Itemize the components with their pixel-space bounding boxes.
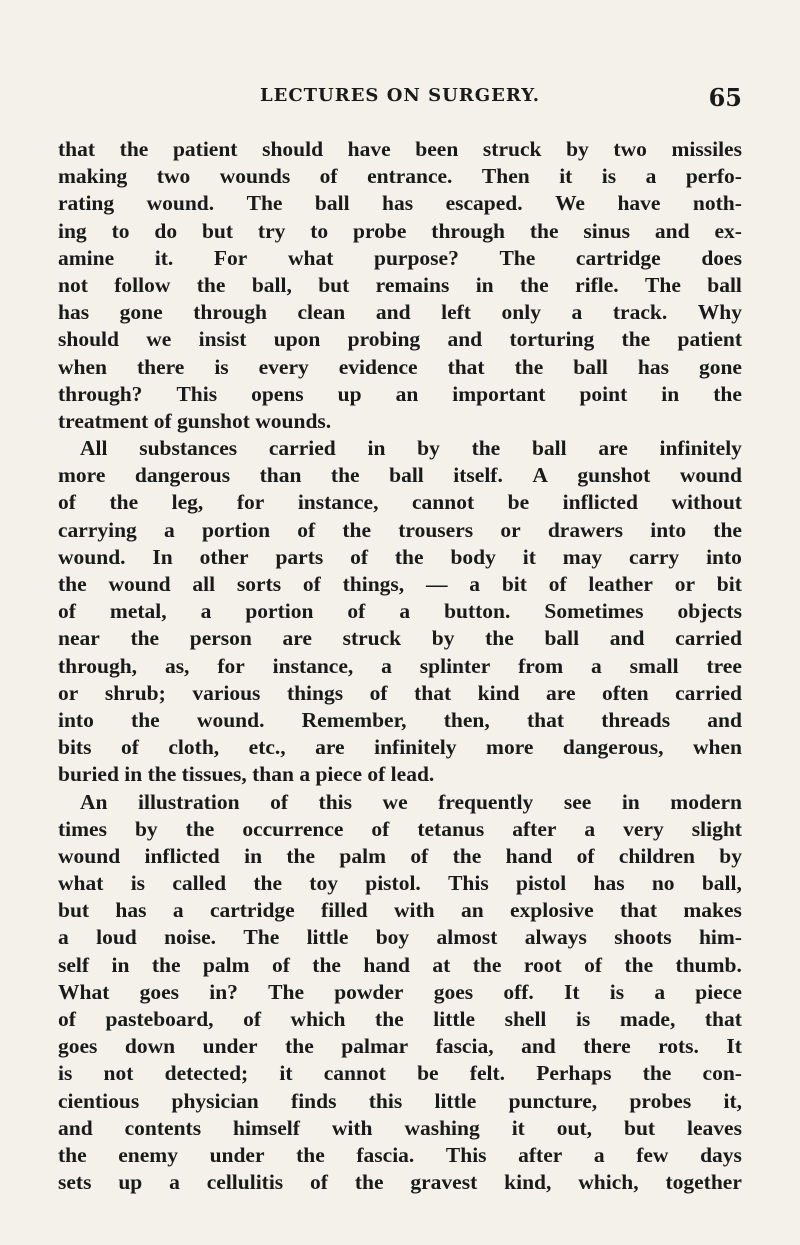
text-line: what is called the toy pistol. This pistol has no ball, — [58, 871, 742, 896]
text-line: or shrub; various things of that kind are often carried — [58, 680, 742, 705]
text-line: and contents himself with washing it out, but leaves — [58, 1115, 742, 1140]
text-line: treatment of gunshot wounds. — [58, 408, 332, 433]
text-line: wound. In other parts of the body it may carry into — [58, 544, 742, 569]
text-line: bits of cloth, etc., are infinitely more dangerous, when — [58, 735, 742, 760]
text-line: times by the occurrence of tetanus after a very slight — [58, 816, 742, 841]
text-line: of the leg, for instance, cannot be inflicted without — [58, 490, 742, 515]
text-line: the wound all sorts of things, — a bit of leather or bit — [58, 572, 742, 596]
text-line: has gone through clean and left only a track. Why — [58, 300, 742, 325]
text-line: through, as, for instance, a splinter from a small tree — [58, 653, 742, 678]
text-line: not follow the ball, but remains in the rifle. The ball — [58, 272, 742, 297]
text-line: should we insist upon probing and torturing the patient — [58, 327, 742, 352]
text-line: when there is every evidence that the ball has gone — [58, 354, 742, 379]
text-line: An illustration of this we frequently see in modern — [80, 789, 742, 814]
text-line: of pasteboard, of which the little shell is made, that — [58, 1007, 742, 1031]
text-line: that the patient should have been struck by two missiles — [58, 137, 742, 161]
body-text — [58, 136, 742, 1196]
text-line: What goes in? The powder goes off. It is a piece — [58, 979, 742, 1004]
text-line: sets up a cellulitis of the gravest kind, which, together — [58, 1170, 742, 1195]
text-line: amine it. For what purpose? The cartridge does — [58, 245, 742, 270]
running-title: LECTURES ON SURGERY. — [259, 85, 541, 106]
text-line: carrying a portion of the trousers or drawers into the — [58, 517, 742, 542]
text-line: more dangerous than the ball itself. A gunshot wound — [58, 463, 742, 488]
text-line: of metal, a portion of a button. Sometimes objects — [58, 599, 742, 624]
text-line: cientious physician finds this little puncture, probes it, — [58, 1088, 742, 1113]
page-number: 65 — [708, 83, 742, 112]
text-line: goes down under the palmar fascia, and there rots. It — [58, 1034, 742, 1059]
running-head — [58, 85, 742, 115]
text-line: the enemy under the fascia. This after a few days — [58, 1142, 742, 1167]
text-line: self in the palm of the hand at the root of the thumb. — [58, 952, 742, 977]
text-line: near the person are struck by the ball and carried — [58, 626, 742, 651]
text-line: into the wound. Remember, then, that threads and — [58, 707, 742, 732]
text-line: making two wounds of entrance. Then it is a perfo- — [58, 164, 742, 189]
text-line: wound inflicted in the palm of the hand of children by — [58, 843, 742, 868]
text-line: but has a cartridge filled with an explosive that makes — [58, 898, 742, 923]
text-line: All substances carried in by the ball are infinitely — [80, 436, 742, 461]
text-line: ing to do but try to probe through the sinus and ex- — [58, 218, 742, 243]
text-line: a loud noise. The little boy almost always shoots him- — [58, 925, 742, 950]
text-line: through? This opens up an important point in the — [58, 381, 742, 406]
text-line: buried in the tissues, than a piece of lead. — [58, 762, 435, 787]
text-line: rating wound. The ball has escaped. We have noth- — [58, 191, 742, 216]
text-line: is not detected; it cannot be felt. Perhaps the con- — [58, 1061, 742, 1086]
